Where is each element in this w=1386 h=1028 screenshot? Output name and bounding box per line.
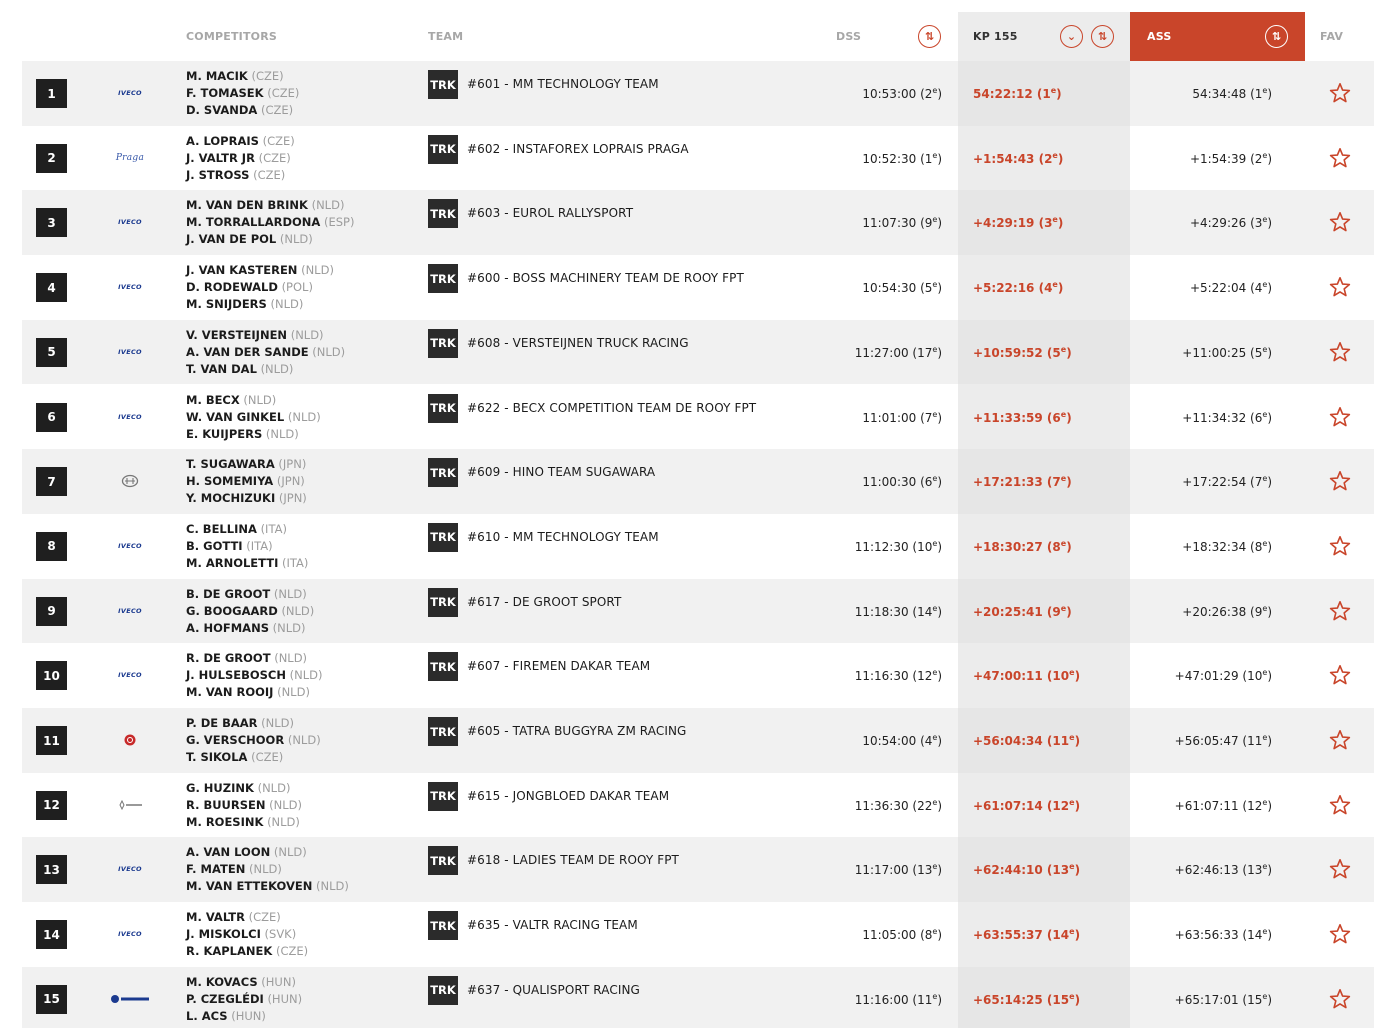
- crew-name: L. ACS: [186, 1008, 228, 1023]
- crew-name: J. HULSEBOSCH: [186, 668, 286, 683]
- position-badge: 7: [36, 467, 67, 496]
- brand-logo: [110, 797, 150, 813]
- class-badge: TRK: [428, 588, 458, 617]
- ass-time: +4:29:26 (3e): [1189, 215, 1272, 231]
- crew-name: J. VAN DE POL: [186, 232, 277, 247]
- ass-time: +65:17:01 (15e): [1174, 991, 1272, 1007]
- crew-list: [186, 650, 421, 701]
- crew-nationality: (CZE): [267, 86, 300, 100]
- crew-name: M. SNIJDERS: [186, 297, 267, 312]
- crew-member[interactable]: [186, 603, 421, 620]
- brand-logo: IVECO: [118, 218, 142, 227]
- star-icon[interactable]: [1328, 275, 1352, 299]
- position-badge: 8: [36, 532, 67, 561]
- header-kp: KP 155: [973, 30, 1018, 43]
- crew-member[interactable]: [186, 780, 421, 797]
- crew-nationality: (NLD): [269, 797, 303, 812]
- kp-time: +4:29:19 (3e): [973, 215, 1064, 231]
- dss-time: 10:53:00 (2e): [862, 86, 942, 101]
- star-icon[interactable]: [1328, 599, 1352, 623]
- crew-member[interactable]: [186, 85, 421, 102]
- table-row[interactable]: [22, 385, 1374, 450]
- crew-nationality: (NLD): [287, 409, 321, 424]
- crew-member[interactable]: [186, 749, 421, 766]
- crew-name: J. STROSS: [186, 167, 250, 182]
- crew-name: M. ROESINK: [186, 814, 264, 829]
- crew-name: G. VERSCHOOR: [186, 733, 285, 747]
- crew-member[interactable]: [186, 555, 421, 572]
- crew-name: A. LOPRAIS: [186, 133, 259, 148]
- dss-time: 11:27:00 (17e): [854, 344, 942, 360]
- crew-member[interactable]: [186, 684, 421, 701]
- crew-nationality: (NLD): [273, 845, 307, 860]
- brand-logo: IVECO: [118, 606, 142, 615]
- class-badge: TRK: [428, 199, 458, 228]
- star-icon[interactable]: [1328, 81, 1352, 105]
- star-icon[interactable]: [1328, 857, 1352, 881]
- star-icon[interactable]: [1328, 340, 1352, 364]
- ass-time: +47:01:29 (10e): [1174, 668, 1272, 684]
- crew-nationality: (POL): [281, 280, 313, 295]
- brand-logo: IVECO: [118, 283, 142, 292]
- table-row[interactable]: [22, 773, 1374, 838]
- class-badge: TRK: [428, 458, 458, 487]
- kp-time: +65:14:25 (15e): [973, 991, 1081, 1007]
- kp-time: +18:30:27 (8e): [973, 538, 1072, 554]
- kp-time: +11:33:59 (6e): [973, 409, 1072, 425]
- crew-member[interactable]: [186, 586, 421, 603]
- crew-nationality: (NLD): [257, 780, 291, 795]
- star-icon[interactable]: [1328, 793, 1352, 817]
- crew-nationality: (NLD): [272, 620, 306, 635]
- crew-list: [186, 262, 421, 313]
- crew-member[interactable]: [186, 392, 421, 409]
- team-name[interactable]: #605 - TATRA BUGGYRA ZM RACING: [467, 724, 687, 738]
- dss-time: 11:07:30 (9e): [862, 215, 942, 231]
- crew-name: P. CZEGLÉDI: [186, 991, 264, 1006]
- crew-name: F. TOMASEK: [186, 86, 264, 100]
- chevron-down-icon[interactable]: ⌄: [1060, 25, 1083, 48]
- star-icon[interactable]: [1328, 534, 1352, 558]
- crew-list: [186, 133, 421, 184]
- crew-nationality: (CZE): [258, 150, 291, 165]
- crew-nationality: (NLD): [274, 651, 308, 666]
- crew-name: R. KAPLANEK: [186, 944, 273, 959]
- crew-nationality: (SVK): [264, 927, 297, 942]
- crew-name: T. SUGAWARA: [186, 457, 275, 472]
- table-row[interactable]: [22, 190, 1374, 255]
- team-name[interactable]: #607 - FIREMEN DAKAR TEAM: [467, 659, 651, 674]
- crew-nationality: (NLD): [261, 716, 295, 730]
- star-icon[interactable]: [1328, 922, 1352, 946]
- crew-member[interactable]: [186, 797, 421, 814]
- crew-name: E. KUIJPERS: [186, 426, 263, 441]
- crew-member[interactable]: [186, 926, 421, 943]
- crew-name: A. VAN DER SANDE: [186, 344, 309, 359]
- crew-member[interactable]: [186, 344, 421, 361]
- crew-list: [186, 521, 421, 572]
- ass-time: +17:22:54 (7e): [1182, 474, 1272, 490]
- crew-nationality: (CZE): [248, 910, 281, 925]
- crew-member[interactable]: [186, 473, 421, 490]
- crew-name: T. VAN DAL: [186, 361, 257, 376]
- kp-time: +62:44:10 (13e): [973, 862, 1081, 878]
- dss-time: 11:00:30 (6e): [862, 474, 942, 490]
- brand-logo: [110, 732, 150, 748]
- crew-member[interactable]: [186, 1008, 421, 1025]
- brand-logo: IVECO: [118, 412, 142, 421]
- dss-time: 10:54:30 (5e): [862, 280, 942, 296]
- crew-name: G. HUZINK: [186, 780, 254, 795]
- crew-member[interactable]: [186, 361, 421, 378]
- position-badge: 11: [36, 726, 67, 755]
- crew-name: M. VAN ROOIJ: [186, 685, 274, 700]
- table-row[interactable]: [22, 61, 1374, 126]
- dss-time: 11:16:00 (11e): [854, 991, 942, 1007]
- kp-time: +47:00:11 (10e): [973, 668, 1081, 684]
- position-badge: 1: [36, 79, 67, 108]
- header-team: TEAM: [428, 30, 464, 43]
- crew-nationality: (NLD): [260, 361, 294, 376]
- table-row[interactable]: [22, 579, 1374, 644]
- crew-list: [186, 456, 421, 507]
- dss-time: 11:16:30 (12e): [854, 668, 942, 684]
- crew-list: [186, 780, 421, 831]
- class-badge: TRK: [428, 394, 458, 423]
- star-icon[interactable]: [1328, 405, 1352, 429]
- table-header: [0, 12, 1386, 61]
- crew-nationality: (CZE): [275, 944, 309, 959]
- dss-time: 11:17:00 (13e): [854, 862, 942, 878]
- position-badge: 5: [36, 338, 67, 367]
- class-badge: TRK: [428, 523, 458, 552]
- crew-nationality: (CZE): [253, 167, 286, 182]
- ass-time: +11:00:25 (5e): [1182, 344, 1272, 360]
- dss-time: 11:05:00 (8e): [862, 927, 942, 943]
- crew-nationality: (NLD): [301, 263, 334, 278]
- table-row[interactable]: [22, 126, 1374, 191]
- brand-logo: IVECO: [118, 865, 142, 874]
- crew-name: F. MATEN: [186, 862, 246, 877]
- crew-nationality: (NLD): [316, 879, 349, 894]
- team-name[interactable]: #637 - QUALISPORT RACING: [467, 982, 640, 997]
- kp-time: +61:07:14 (12e): [973, 797, 1081, 813]
- crew-member[interactable]: [186, 409, 421, 426]
- ass-time: +11:34:32 (6e): [1182, 409, 1272, 425]
- team-name[interactable]: #609 - HINO TEAM SUGAWARA: [467, 465, 656, 480]
- crew-list: [186, 586, 421, 637]
- team-name[interactable]: #603 - EUROL RALLYSPORT: [467, 206, 634, 221]
- crew-member[interactable]: [186, 909, 421, 926]
- ass-time: +63:56:33 (14e): [1174, 927, 1272, 943]
- crew-list: [186, 844, 421, 895]
- crew-name: H. SOMEMIYA: [186, 474, 274, 489]
- crew-name: J. VALTR JR: [186, 150, 255, 165]
- ass-time: +61:07:11 (12e): [1174, 797, 1272, 813]
- table-row[interactable]: [22, 255, 1374, 320]
- crew-member[interactable]: [186, 715, 421, 732]
- crew-list: [186, 715, 421, 766]
- crew-member[interactable]: [186, 732, 421, 749]
- crew-name: B. DE GROOT: [186, 586, 271, 601]
- header-competitors: COMPETITORS: [186, 30, 277, 43]
- crew-member[interactable]: [186, 150, 421, 167]
- crew-member[interactable]: [186, 991, 421, 1008]
- class-badge: TRK: [428, 329, 458, 358]
- crew-nationality: (HUN): [261, 974, 296, 989]
- ass-time: +18:32:34 (8e): [1182, 538, 1272, 554]
- crew-nationality: (CZE): [251, 750, 284, 764]
- star-icon[interactable]: [1328, 728, 1352, 752]
- team-name[interactable]: #601 - MM TECHNOLOGY TEAM: [467, 77, 659, 91]
- brand-logo: IVECO: [118, 541, 142, 550]
- dss-sort-icon[interactable]: ⇅: [918, 25, 941, 48]
- star-icon[interactable]: [1328, 987, 1352, 1011]
- crew-name: M. MACIK: [186, 69, 248, 83]
- kp-sort-icon[interactable]: ⇅: [1091, 25, 1114, 48]
- position-badge: 15: [36, 985, 67, 1014]
- position-badge: 10: [36, 661, 67, 690]
- table-row[interactable]: [22, 967, 1374, 1028]
- crew-list: [186, 68, 421, 119]
- crew-list: [186, 392, 421, 443]
- crew-member[interactable]: [186, 878, 421, 895]
- crew-member[interactable]: [186, 844, 421, 861]
- class-badge: TRK: [428, 976, 458, 1005]
- crew-name: M. TORRALLARDONA: [186, 215, 321, 230]
- class-badge: TRK: [428, 846, 458, 875]
- crew-member[interactable]: [186, 620, 421, 637]
- crew-nationality: (ITA): [246, 538, 273, 553]
- crew-name: D. RODEWALD: [186, 280, 278, 295]
- crew-member[interactable]: [186, 167, 421, 184]
- position-badge: 12: [36, 791, 67, 820]
- crew-name: J. MISKOLCI: [186, 927, 261, 942]
- crew-name: M. KOVACS: [186, 974, 258, 989]
- crew-nationality: (JPN): [278, 491, 307, 506]
- crew-nationality: (CZE): [251, 69, 284, 83]
- crew-member[interactable]: [186, 814, 421, 831]
- crew-nationality: (NLD): [265, 426, 299, 441]
- dss-time: 11:36:30 (22e): [854, 797, 942, 813]
- crew-member[interactable]: [186, 861, 421, 878]
- crew-member[interactable]: [186, 279, 421, 296]
- crew-member[interactable]: [186, 262, 421, 279]
- crew-member[interactable]: [186, 296, 421, 313]
- ass-sort-icon[interactable]: ⇅: [1265, 25, 1288, 48]
- ass-time: +20:26:38 (9e): [1182, 603, 1272, 619]
- kp-time: +17:21:33 (7e): [973, 474, 1072, 490]
- crew-name: A. VAN LOON: [186, 845, 271, 860]
- crew-nationality: (NLD): [270, 297, 304, 312]
- crew-list: [186, 974, 421, 1025]
- crew-member[interactable]: [186, 667, 421, 684]
- kp-time: 54:22:12 (1e): [973, 86, 1062, 101]
- crew-list: [186, 909, 421, 960]
- crew-member[interactable]: [186, 456, 421, 473]
- crew-nationality: (HUN): [231, 1008, 266, 1023]
- crew-member[interactable]: [186, 197, 421, 214]
- kp-time: +1:54:43 (2e): [973, 150, 1064, 166]
- class-badge: TRK: [428, 70, 458, 99]
- crew-name: B. GOTTI: [186, 538, 243, 553]
- crew-nationality: (NLD): [312, 344, 346, 359]
- crew-member[interactable]: [186, 943, 421, 960]
- position-badge: 9: [36, 597, 67, 626]
- crew-member[interactable]: [186, 426, 421, 443]
- position-badge: 3: [36, 208, 67, 237]
- crew-name: C. BELLINA: [186, 521, 257, 536]
- crew-name: M. VALTR: [186, 910, 245, 925]
- crew-nationality: (CZE): [260, 103, 294, 117]
- crew-nationality: (CZE): [262, 133, 295, 148]
- table-row[interactable]: [22, 514, 1374, 579]
- class-badge: TRK: [428, 782, 458, 811]
- crew-name: M. BECX: [186, 392, 240, 407]
- header-ass[interactable]: ASS: [1130, 12, 1305, 61]
- star-icon[interactable]: [1328, 469, 1352, 493]
- crew-name: A. HOFMANS: [186, 620, 269, 635]
- crew-member[interactable]: [186, 490, 421, 507]
- crew-member[interactable]: [186, 68, 421, 85]
- brand-logo: IVECO: [118, 671, 142, 680]
- table-row[interactable]: [22, 708, 1374, 773]
- team-name[interactable]: #602 - INSTAFOREX LOPRAIS PRAGA: [467, 141, 689, 156]
- brand-logo: [110, 991, 150, 1007]
- ass-time: 54:34:48 (1e): [1192, 86, 1272, 101]
- table-row[interactable]: [22, 902, 1374, 967]
- crew-nationality: (NLD): [311, 198, 345, 213]
- kp-time: +10:59:52 (5e): [973, 344, 1072, 360]
- brand-logo: IVECO: [118, 347, 142, 356]
- crew-nationality: (ITA): [260, 521, 287, 536]
- crew-nationality: (NLD): [289, 668, 323, 683]
- table-row[interactable]: [22, 449, 1374, 514]
- crew-name: M. VAN ETTEKOVEN: [186, 879, 313, 894]
- crew-name: M. ARNOLETTI: [186, 555, 279, 570]
- dss-time: 11:12:30 (10e): [854, 538, 942, 554]
- brand-logo: IVECO: [118, 89, 142, 97]
- brand-logo: Praga: [115, 152, 145, 163]
- crew-name: V. VERSTEIJNEN: [186, 327, 288, 342]
- dss-time: 11:18:30 (14e): [854, 603, 942, 619]
- brand-logo: [110, 473, 150, 489]
- crew-nationality: (NLD): [243, 392, 277, 407]
- table-row[interactable]: [22, 837, 1374, 902]
- team-name[interactable]: #610 - MM TECHNOLOGY TEAM: [467, 529, 659, 544]
- crew-nationality: (ESP): [323, 215, 355, 230]
- team-name[interactable]: #617 - DE GROOT SPORT: [467, 594, 622, 609]
- team-name[interactable]: #622 - BECX COMPETITION TEAM DE ROOY FPT: [467, 400, 757, 415]
- crew-nationality: (NLD): [290, 327, 324, 342]
- crew-nationality: (JPN): [278, 457, 307, 472]
- crew-list: [186, 327, 421, 378]
- kp-time: +63:55:37 (14e): [973, 927, 1081, 943]
- class-badge: TRK: [428, 911, 458, 940]
- team-name[interactable]: #608 - VERSTEIJNEN TRUCK RACING: [467, 335, 689, 350]
- header-dss: DSS: [836, 30, 862, 43]
- team-name[interactable]: #615 - JONGBLOED DAKAR TEAM: [467, 788, 670, 803]
- crew-nationality: (NLD): [279, 232, 313, 247]
- position-badge: 14: [36, 920, 67, 949]
- crew-member[interactable]: [186, 133, 421, 150]
- dss-time: 10:52:30 (1e): [862, 150, 942, 166]
- team-name[interactable]: #635 - VALTR RACING TEAM: [467, 918, 638, 933]
- crew-name: W. VAN GINKEL: [186, 409, 285, 424]
- class-badge: TRK: [428, 264, 458, 293]
- crew-nationality: (ITA): [282, 555, 309, 570]
- star-icon[interactable]: [1328, 663, 1352, 687]
- crew-nationality: (NLD): [287, 733, 321, 747]
- crew-name: Y. MOCHIZUKI: [186, 491, 276, 506]
- crew-member[interactable]: [186, 327, 421, 344]
- class-badge: TRK: [428, 135, 458, 164]
- table-row[interactable]: [22, 643, 1374, 708]
- position-badge: 13: [36, 855, 67, 884]
- kp-time: +20:25:41 (9e): [973, 603, 1072, 619]
- ass-time: +56:05:47 (11e): [1174, 733, 1272, 748]
- crew-name: M. VAN DEN BRINK: [186, 198, 308, 213]
- crew-nationality: (HUN): [267, 991, 303, 1006]
- class-badge: TRK: [428, 717, 458, 746]
- position-badge: 6: [36, 403, 67, 432]
- crew-member[interactable]: [186, 521, 421, 538]
- position-badge: 4: [36, 273, 67, 302]
- team-name[interactable]: #600 - BOSS MACHINERY TEAM DE ROOY FPT: [467, 271, 744, 286]
- crew-nationality: (NLD): [281, 603, 315, 618]
- header-fav: FAV: [1320, 30, 1344, 43]
- crew-list: [186, 197, 421, 248]
- crew-name: J. VAN KASTEREN: [186, 263, 298, 278]
- crew-name: T. SIKOLA: [186, 750, 248, 764]
- ass-time: +62:46:13 (13e): [1174, 862, 1272, 878]
- position-badge: 2: [36, 144, 67, 173]
- class-badge: TRK: [428, 652, 458, 681]
- crew-member[interactable]: [186, 538, 421, 555]
- crew-member[interactable]: [186, 214, 421, 231]
- crew-name: P. DE BAAR: [186, 716, 258, 730]
- crew-member[interactable]: [186, 650, 421, 667]
- kp-time: +5:22:16 (4e): [973, 280, 1064, 296]
- ass-time: +1:54:39 (2e): [1189, 150, 1272, 166]
- crew-nationality: (NLD): [277, 685, 310, 700]
- crew-nationality: (JPN): [276, 474, 305, 489]
- crew-member[interactable]: [186, 102, 421, 119]
- ass-time: +5:22:04 (4e): [1189, 280, 1272, 296]
- crew-nationality: (NLD): [248, 862, 282, 877]
- star-icon[interactable]: [1328, 210, 1352, 234]
- crew-nationality: (NLD): [273, 586, 307, 601]
- crew-member[interactable]: [186, 231, 421, 248]
- crew-name: G. BOOGAARD: [186, 603, 278, 618]
- star-icon[interactable]: [1328, 146, 1352, 170]
- crew-member[interactable]: [186, 974, 421, 991]
- dss-time: 11:01:00 (7e): [862, 409, 942, 425]
- dss-time: 10:54:00 (4e): [862, 733, 942, 748]
- kp-time: +56:04:34 (11e): [973, 733, 1081, 748]
- crew-name: R. BUURSEN: [186, 797, 266, 812]
- crew-nationality: (NLD): [267, 814, 300, 829]
- brand-logo: IVECO: [118, 930, 142, 939]
- crew-name: D. SVANDA: [186, 103, 258, 117]
- crew-name: R. DE GROOT: [186, 651, 271, 666]
- team-name[interactable]: #618 - LADIES TEAM DE ROOY FPT: [467, 853, 679, 868]
- table-row[interactable]: [22, 320, 1374, 385]
